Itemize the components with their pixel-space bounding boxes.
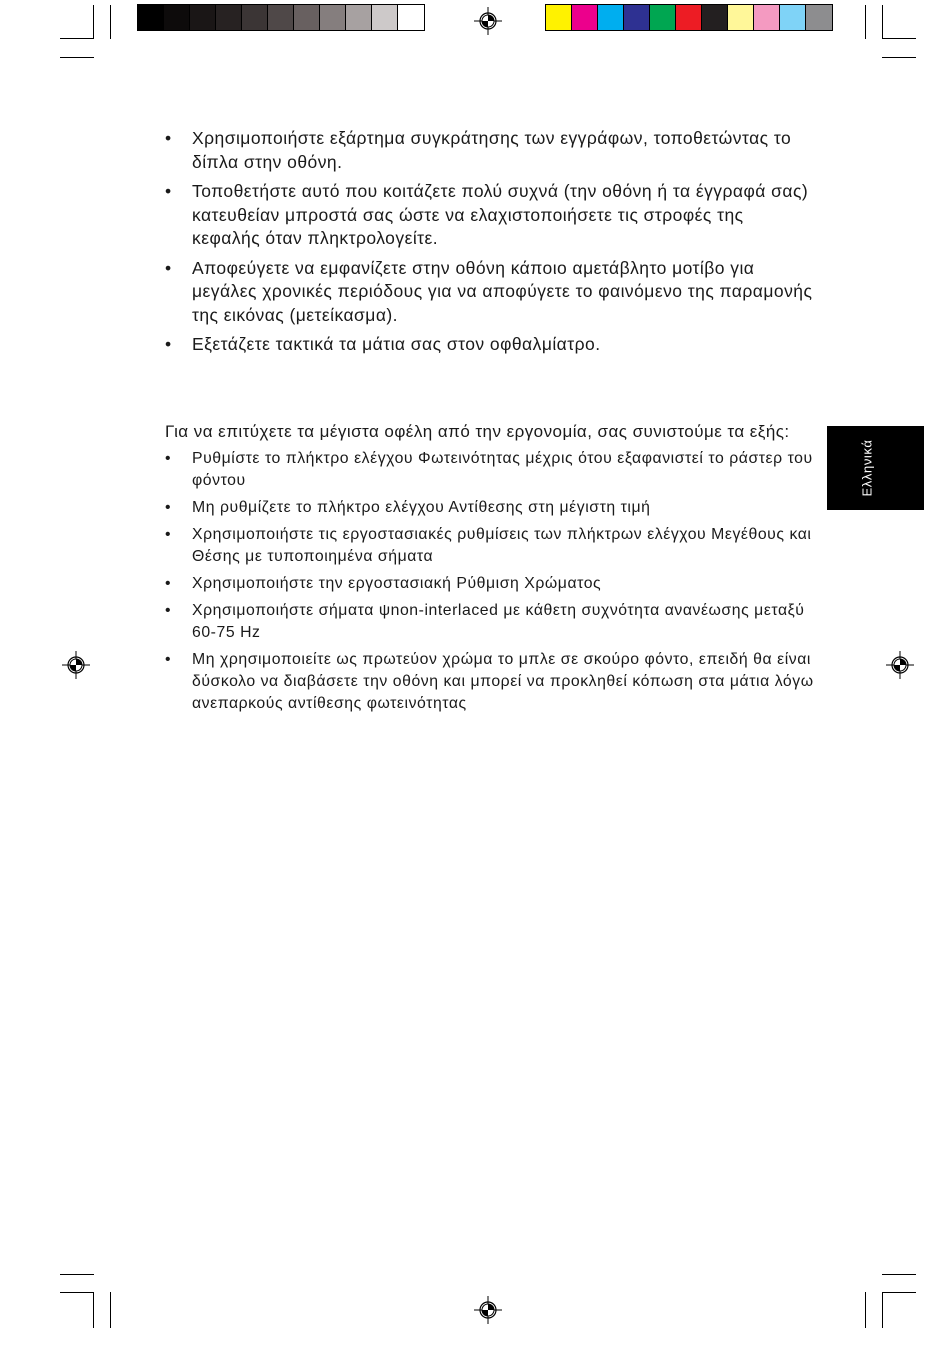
crop-mark [93, 1292, 94, 1328]
list-item: • Εξετάζετε τακτικά τα μάτια σας στον οφθαλμίατρο. [165, 333, 815, 357]
crop-mark [60, 1274, 94, 1275]
crop-mark [865, 1292, 866, 1328]
process-color-bar [545, 4, 833, 31]
registration-mark-icon [474, 1296, 502, 1324]
color-swatch [572, 5, 598, 30]
color-swatch [372, 5, 398, 30]
crop-mark [882, 5, 883, 39]
registration-mark-icon [62, 651, 90, 679]
color-swatch [546, 5, 572, 30]
crop-mark [110, 5, 111, 39]
list-item: • Μη ρυθμίζετε το πλήκτρο ελέγχου Αντίθεσης στη μέγιστη τιμή [165, 497, 815, 519]
color-swatch [806, 5, 832, 30]
color-swatch [624, 5, 650, 30]
color-swatch [728, 5, 754, 30]
color-swatch [702, 5, 728, 30]
color-swatch [346, 5, 372, 30]
color-swatch [216, 5, 242, 30]
recommendation-list [165, 127, 815, 357]
ergonomics-list [165, 448, 815, 714]
color-swatch [676, 5, 702, 30]
list-item: • Χρησιμοποιήστε την εργοστασιακή Ρύθμιση Χρώματος [165, 573, 815, 595]
crop-mark [882, 57, 916, 58]
list-item: • Χρησιμοποιήστε τις εργοστασιακές ρυθμίσεις των πλήκτρων ελέγχου Μεγέθους και Θέσης με τυποποιημένα σήματα [165, 524, 815, 567]
page-content [165, 127, 815, 720]
color-swatch [754, 5, 780, 30]
color-swatch [780, 5, 806, 30]
color-swatch [242, 5, 268, 30]
registration-mark-icon [886, 651, 914, 679]
color-swatch [598, 5, 624, 30]
color-swatch [398, 5, 424, 30]
crop-mark [110, 1292, 111, 1328]
color-swatch [650, 5, 676, 30]
color-swatch [294, 5, 320, 30]
language-tab [827, 426, 924, 510]
crop-mark [882, 1292, 916, 1293]
grayscale-color-bar [137, 4, 425, 31]
list-item: • Ρυθμίστε το πλήκτρο ελέγχου Φωτεινότητας μέχρις ότου εξαφανιστεί το ράστερ του φόντου [165, 448, 815, 491]
crop-mark [882, 1274, 916, 1275]
registration-mark-icon [474, 7, 502, 35]
crop-mark [882, 1292, 883, 1328]
crop-mark [882, 38, 916, 39]
list-item: • Τοποθετήστε αυτό που κοιτάζετε πολύ συχνά (την οθόνη ή τα έγγραφά σας) κατευθείαν μπροστά σας ώστε να ελαχιστοποιήσετε τις στροφές της κεφαλής όταν πληκτρολογείτε. [165, 180, 815, 251]
color-swatch [138, 5, 164, 30]
crop-mark [93, 5, 94, 39]
crop-mark [60, 57, 94, 58]
color-swatch [164, 5, 190, 30]
list-item: • Αποφεύγετε να εμφανίζετε στην οθόνη κάποιο αμετάβλητο μοτίβο για μεγάλες χρονικές περιόδους για να αποφύγετε το φαινόμενο της παραμονής της εικόνας (μετείκασμα). [165, 257, 815, 328]
ergonomics-intro: Για να επιτύχετε τα μέγιστα οφέλη από την εργονομία, σας συνιστούμε τα εξής: [165, 421, 790, 441]
crop-mark [60, 38, 94, 39]
color-swatch [268, 5, 294, 30]
language-tab-label: Ελληνικά [859, 439, 875, 497]
color-swatch [320, 5, 346, 30]
list-item: • Χρησιμοποιήστε σήματα ψnon-interlaced με κάθετη συχνότητα ανανέωσης μεταξύ 60-75 Hz [165, 600, 815, 643]
crop-mark [865, 5, 866, 39]
list-item: • Χρησιμοποιήστε εξάρτημα συγκράτησης των εγγράφων, τοποθετώντας το δίπλα στην οθόνη. [165, 127, 815, 174]
color-swatch [190, 5, 216, 30]
list-item: • Μη χρησιμοποιείτε ως πρωτεύον χρώμα το μπλε σε σκούρο φόντο, επειδή θα είναι δύσκολο να διαβάσετε την οθόνη και μπορεί να προκληθεί κόπωση στα μάτια λόγω ανεπαρκούς αντίθεσης φωτεινότητας [165, 649, 815, 714]
crop-mark [60, 1292, 94, 1293]
